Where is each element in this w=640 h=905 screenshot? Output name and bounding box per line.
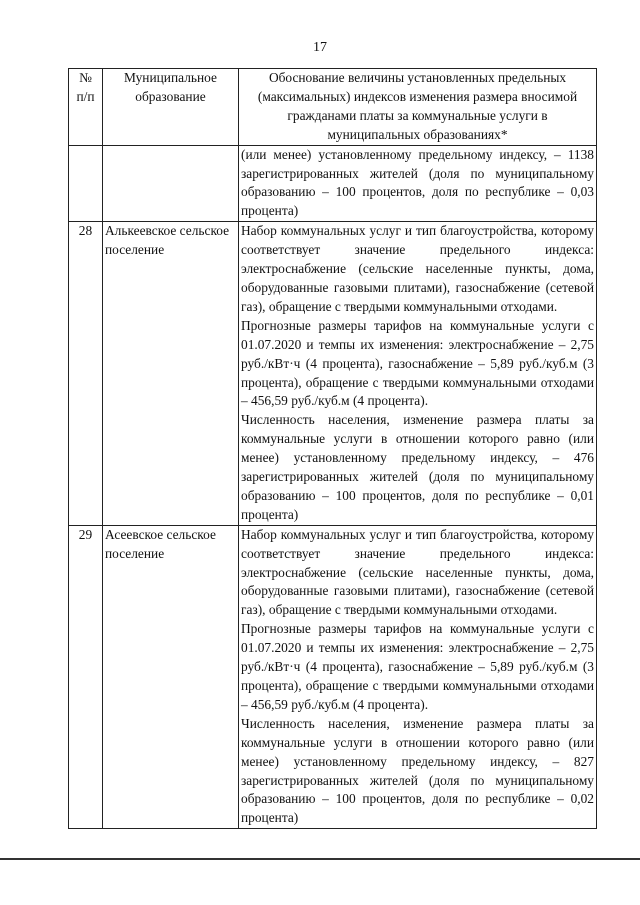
- header-justification: Обоснование величины установленных предельных (максимальных) индексов изменения размера вносимой гражданами платы за коммунальные услуги в муниципальных образованиях*: [239, 69, 597, 146]
- cont-municipality-cell: [103, 145, 239, 222]
- header-municipality: Муниципальное образование: [103, 69, 239, 146]
- scan-bottom-edge-line: [0, 858, 640, 860]
- header-num: № п/п: [69, 69, 103, 146]
- municipality-name: Асеевское сельское поселение: [103, 525, 239, 829]
- services-paragraph: Набор коммунальных услуг и тип благоустройства, которому соответствует значение предельного индекса: электроснабжение (сельские населенные пункты, дома, оборудованные газовыми плитами), газоснабжение (сетевой газ), обращение с твердыми коммунальными отходами.: [241, 223, 594, 314]
- tariffs-paragraph: Прогнозные размеры тарифов на коммунальные услуги с 01.07.2020 и темпы их изменения: электроснабжение – 2,75 руб./кВт·ч (4 процента), газоснабжение – 5,89 руб./куб.м (3 процента), обращение с твердыми коммунальными отходами – 456,59 руб./куб.м (4 процента).: [241, 621, 594, 712]
- table-header-row: [69, 69, 597, 146]
- justification-cell: [239, 525, 597, 829]
- cont-paragraph: (или менее) установленному предельному индексу, – 1138 зарегистрированных жителей (доля по муниципальному образованию – 100 процентов, доля по республике – 0,03 процента): [241, 146, 594, 219]
- tariff-index-table: [68, 68, 597, 829]
- table-row: [69, 525, 597, 829]
- row-number: 28: [69, 222, 103, 526]
- page-bottom-margin: [0, 861, 640, 905]
- justification-cell: [239, 222, 597, 526]
- municipality-name: Алькеевское сельское поселение: [103, 222, 239, 526]
- table-row-continuation: [69, 145, 597, 222]
- row-number: 29: [69, 525, 103, 829]
- page-number: 17: [313, 40, 327, 55]
- table-row: [69, 222, 597, 526]
- services-paragraph: Набор коммунальных услуг и тип благоустройства, которому соответствует значение предельного индекса: электроснабжение (сельские населенные пункты, дома, оборудованные газовыми плитами), газоснабжение (сетевой газ), обращение с твердыми коммунальными отходами.: [241, 526, 594, 618]
- tariffs-paragraph: Прогнозные размеры тарифов на коммунальные услуги с 01.07.2020 и темпы их изменения: электроснабжение – 2,75 руб./кВт·ч (4 процента), газоснабжение – 5,89 руб./куб.м (3 процента), обращение с твердыми коммунальными отходами – 456,59 руб./куб.м (4 процента).: [241, 317, 594, 409]
- population-paragraph: Численность населения, изменение размера платы за коммунальные услуги в отношении которого равно (или менее) установленному предельному индексу, – 476 зарегистрированных жителей (доля по муниципальному образованию – 100 процентов, доля по республике – 0,01 процента): [241, 412, 594, 522]
- cont-justification-cell: [239, 145, 597, 222]
- population-paragraph: Численность населения, изменение размера платы за коммунальные услуги в отношении которого равно (или менее) установленному предельному индексу, – 827 зарегистрированных жителей (доля по муниципальному образованию – 100 процентов, доля по республике – 0,02 процента): [241, 715, 594, 826]
- cont-num-cell: [69, 145, 103, 222]
